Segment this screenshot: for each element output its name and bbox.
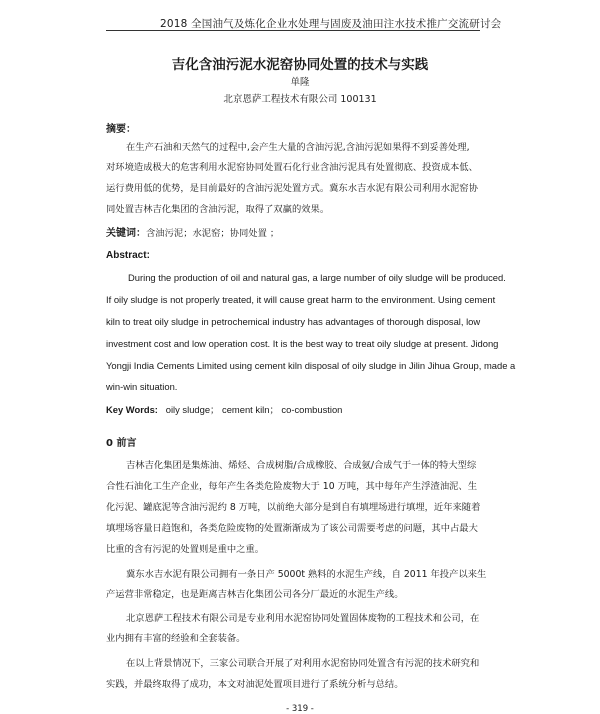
abstract-cn-line: 在生产石油和天然气的过程中,会产生大量的含油污泥,含油污泥如果得不到妥善处理, [126, 142, 470, 153]
intro-p1-line: 合性石油化工生产企业，每年产生各类危险废物大于 10 万吨，其中每年产生浮渣油泥、生 [106, 481, 478, 492]
abstract-cn-line: 同处置吉林吉化集团的含油污泥，取得了双赢的效果。 [106, 204, 330, 215]
intro-p2-line: 冀东水吉水泥有限公司拥有一条日产 5000t 熟料的水泥生产线，自 2011 年投产以来生 [126, 569, 487, 580]
intro-p3-line: 业内拥有丰富的经验和全套装备。 [106, 633, 246, 644]
abstract-en-line: kiln to treat oily sludge in petrochemical industry has advantages of thorough disposal, low [106, 316, 481, 327]
header-left-rule [106, 30, 160, 31]
page-number: - 319 - [286, 704, 314, 714]
keywords-cn [106, 229, 279, 239]
header-rule [160, 30, 480, 31]
abstract-en-line: If oily sludge is not properly treated, it will cause great harm to the environment. Using cement [106, 294, 496, 305]
abstract-en-line: During the production of oil and natural gas, a large number of oily sludge will be produced. [128, 272, 506, 283]
keywords-en-label: Key Words: [106, 404, 158, 415]
intro-p4-line: 实践，并最终取得了成功，本文对油泥处置项目进行了系统分析与总结。 [106, 679, 404, 690]
intro-p1-line: 填埋场容量日趋饱和，各类危险废物的处置渐渐成为了该公司需要考虑的问题，其中占最大 [106, 523, 478, 534]
abstract-en-line: win-win situation. [106, 381, 178, 392]
intro-heading: 0 前言 [106, 438, 137, 449]
intro-p3-line: 北京恩萨工程技术有限公司是专业利用水泥窑协同处置固体废物的工程技术和公司，在 [126, 613, 480, 624]
intro-p1-line: 吉林吉化集团是集炼油、烯烃、合成树脂/合成橡胶、合成氨/合成气于一体的特大型综 [126, 460, 477, 471]
abstract-cn-line: 运行费用低的优势，是目前最好的含油污泥处置方式。冀东水吉水泥有限公司利用水泥窑协 [106, 183, 478, 194]
intro-p1-line: 化污泥、罐底泥等含油污泥约 8 万吨，以前绝大部分是到自有填埋场进行填埋，近年来随着 [106, 502, 481, 513]
intro-p2-line: 产运营非常稳定，也是距离吉林吉化集团公司各分厂最近的水泥生产线。 [106, 589, 404, 600]
keywords-cn-label: 关键词： [106, 228, 146, 239]
intro-p4-line: 在以上背景情况下，三家公司联合开展了对利用水泥窑协同处置含有污泥的技术研究和 [126, 658, 480, 669]
paper-affiliation: 北京恩萨工程技术有限公司 100131 [223, 94, 377, 105]
keywords-cn-values: 含油污泥；水泥窑；协同处置 ； [146, 228, 280, 239]
paper-author: 单隆 [290, 77, 310, 88]
running-header: 2018 全国油气及炼化企业水处理与固废及油田注水技术推广交流研讨会 [160, 18, 502, 30]
paper-title: 吉化含油污泥水泥窑协同处置的技术与实践 [171, 57, 429, 73]
abstract-en-heading: Abstract: [106, 250, 150, 261]
intro-p1-line: 比重的含有污泥的处置则是重中之重。 [106, 544, 265, 555]
abstract-en-line: Yongji India Cements Limited using cement kiln disposal of oily sludge in Jilin Jihua Group, made a [106, 360, 516, 371]
abstract-cn-heading: 摘要： [106, 124, 136, 135]
abstract-en-line: investment cost and low operation cost. It is the best way to treat oily sludge at present. Jidong [106, 338, 499, 349]
keywords-en [106, 402, 342, 416]
keywords-en-values: oily sludge； cement kiln； co-combustion [165, 404, 343, 415]
abstract-cn-line: 对环境造成极大的危害利用水泥窑协同处置石化行业含油污泥具有处置彻底、投资成本低、 [106, 162, 478, 173]
